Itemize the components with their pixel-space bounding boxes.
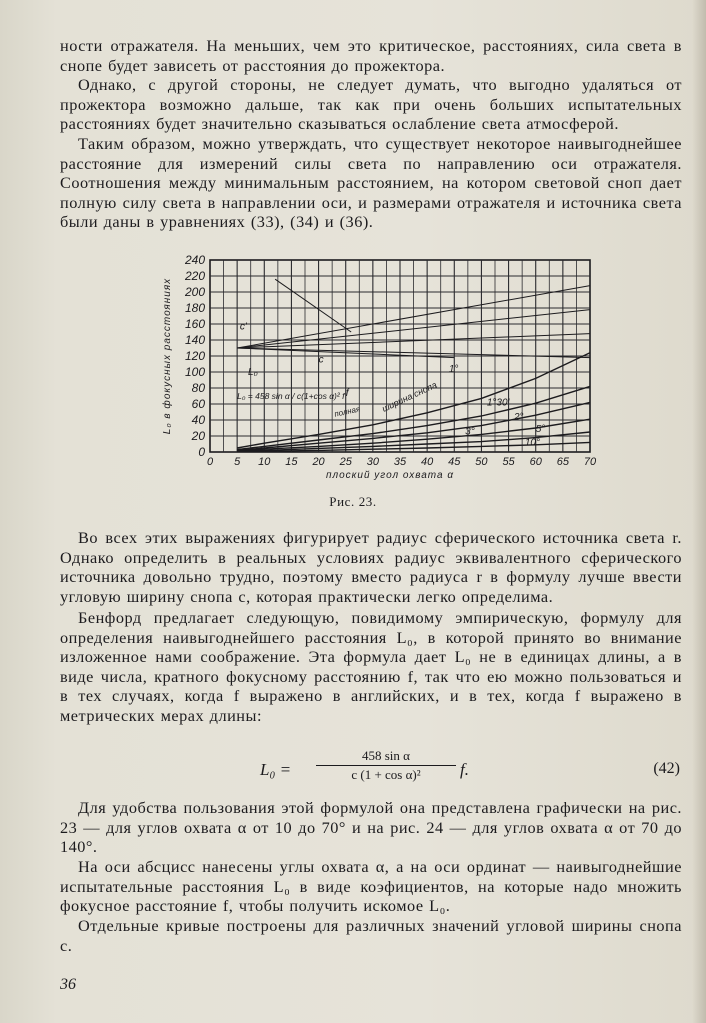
formula-rhs: f. bbox=[460, 760, 469, 779]
series-label-1deg: 1° bbox=[448, 364, 459, 375]
x-tick-label: 0 bbox=[206, 456, 214, 468]
paragraph-2: Однако, с другой стороны, не следует думать, что выгодно удаляться от прожектора возможно дальше, так как при очень больших испытательных расстояниях будет значительно сказываться ослабление света атмосферой. bbox=[60, 75, 682, 134]
chart-labels bbox=[237, 322, 545, 449]
y-tick-label: 220 bbox=[184, 269, 205, 283]
formula-numerator: 458 sin α bbox=[316, 748, 456, 766]
full-annotation: полная bbox=[333, 404, 362, 419]
y-tick-label: 180 bbox=[184, 301, 205, 315]
y-tick-label: 80 bbox=[191, 381, 205, 395]
series-label-10deg: 10° bbox=[524, 437, 540, 449]
page-number: 36 bbox=[60, 976, 76, 993]
y-tick-label: 160 bbox=[184, 317, 205, 331]
paragraph-1: ности отражателя. На меньших, чем это критическое, расстояниях, сила света в снопе будет зависеть от расстояния до прожектора. bbox=[60, 36, 682, 75]
x-tick-label: 5 bbox=[234, 456, 241, 468]
x-tick-label: 10 bbox=[258, 456, 271, 468]
y-tick-label: 0 bbox=[198, 445, 205, 459]
c-prime-annotation: c' bbox=[239, 321, 247, 333]
y-tick-label: 60 bbox=[191, 397, 205, 411]
formula-lhs: L₀ = bbox=[260, 760, 292, 779]
y-tick-label: 200 bbox=[184, 285, 205, 299]
x-tick-label: 70 bbox=[583, 456, 597, 468]
beam-width-annotation: ширина снопа bbox=[380, 379, 439, 414]
x-axis-label: плоский угол охвата α bbox=[325, 470, 455, 481]
figure-caption: Рис. 23. bbox=[329, 494, 377, 509]
figure-23-chart bbox=[150, 252, 610, 494]
formula-denominator: c (1 + cos α)² bbox=[351, 767, 421, 782]
paragraph-4: Во всех этих выражениях фигурирует радиус сферического источника света r. Однако определить в реальных условиях радиус эквивалентного сферического источника довольно трудно, поэтому вместо радиуса r в формулу лучше ввести угловую ширину снопа c, которая практически легко определима. bbox=[60, 528, 682, 606]
l0-annotation: L₀ bbox=[248, 367, 258, 379]
x-tick-label: 30 bbox=[366, 456, 379, 468]
paragraph-3: Таким образом, можно утверждать, что существует некоторое наивыгоднейшее расстояние для измерений силы света по направлению оси отражателя. Соотношения между минимальным расстоянием, на котором световой сноп дает полную силу света в направлении оси, и размерами отражателя и источника света были даны в уравнениях (33), (34) и (36). bbox=[60, 134, 682, 232]
series-label-5deg: 5° bbox=[535, 424, 546, 435]
x-tick-label: 60 bbox=[529, 456, 542, 468]
page-edge-shadow bbox=[692, 0, 706, 1023]
x-tick-label: 15 bbox=[285, 456, 298, 468]
x-tick-label: 50 bbox=[475, 456, 488, 468]
formula-annotation: L₀ = 458 sin α / c(1+cos α)² f bbox=[237, 391, 345, 402]
y-tick-label: 20 bbox=[191, 429, 205, 443]
x-tick-label: 35 bbox=[393, 456, 407, 468]
x-tick-label: 20 bbox=[312, 456, 325, 468]
c-annotation: c bbox=[318, 354, 324, 366]
series-label-2deg: 2° bbox=[514, 412, 524, 423]
paragraph-7: На оси абсцисс нанесены углы охвата α, а на оси ординат — наивыгоднейшие испытательные расстояния L₀ в виде коэфициентов, на которые надо множить фокусное расстояние f, чтобы получить искомое L₀. bbox=[60, 857, 682, 916]
series-label-1deg30: 1°30' bbox=[486, 397, 510, 409]
y-tick-label: 140 bbox=[184, 333, 205, 347]
paragraph-6: Для удобства пользования этой формулой она представлена графически на рис. 23 — для углов охвата α от 10 до 70° и на рис. 24 — для углов охвата α от 70 до 140°. bbox=[60, 798, 682, 857]
formula-42 bbox=[260, 746, 680, 794]
x-tick-label: 25 bbox=[339, 456, 352, 468]
equation-number: (42) bbox=[653, 760, 680, 777]
f-annotation: f bbox=[345, 388, 349, 399]
x-tick-label: 40 bbox=[421, 456, 434, 468]
y-axis-label: L₀ в фокусных расстояниях bbox=[162, 277, 173, 435]
y-tick-label: 100 bbox=[184, 365, 205, 379]
x-tick-label: 65 bbox=[556, 456, 569, 468]
y-tick-label: 240 bbox=[184, 253, 205, 267]
y-tick-label: 40 bbox=[191, 413, 205, 427]
paragraph-8: Отдельные кривые построены для различных значений угловой ширины снопа c. bbox=[60, 916, 682, 955]
y-tick-label: 120 bbox=[184, 349, 205, 363]
formula-fraction bbox=[316, 748, 456, 783]
x-tick-label: 55 bbox=[502, 456, 515, 468]
x-tick-label: 45 bbox=[448, 456, 461, 468]
paragraph-5: Бенфорд предлагает следующую, повидимому эмпирическую, формулу для определения наивыгоднейшего расстояния L₀, в которой принято во внимание изложенное нами соображение. Эта формула дает L₀ не в единицах длины, а в виде числа, кратного фокусному расстоянию f, так что ею можно пользоваться и в тех случаях, когда f выражено в английских, и в тех, когда f выражено в метрических мерах длины: bbox=[60, 608, 682, 725]
series-label-3deg: 3° bbox=[465, 426, 475, 438]
